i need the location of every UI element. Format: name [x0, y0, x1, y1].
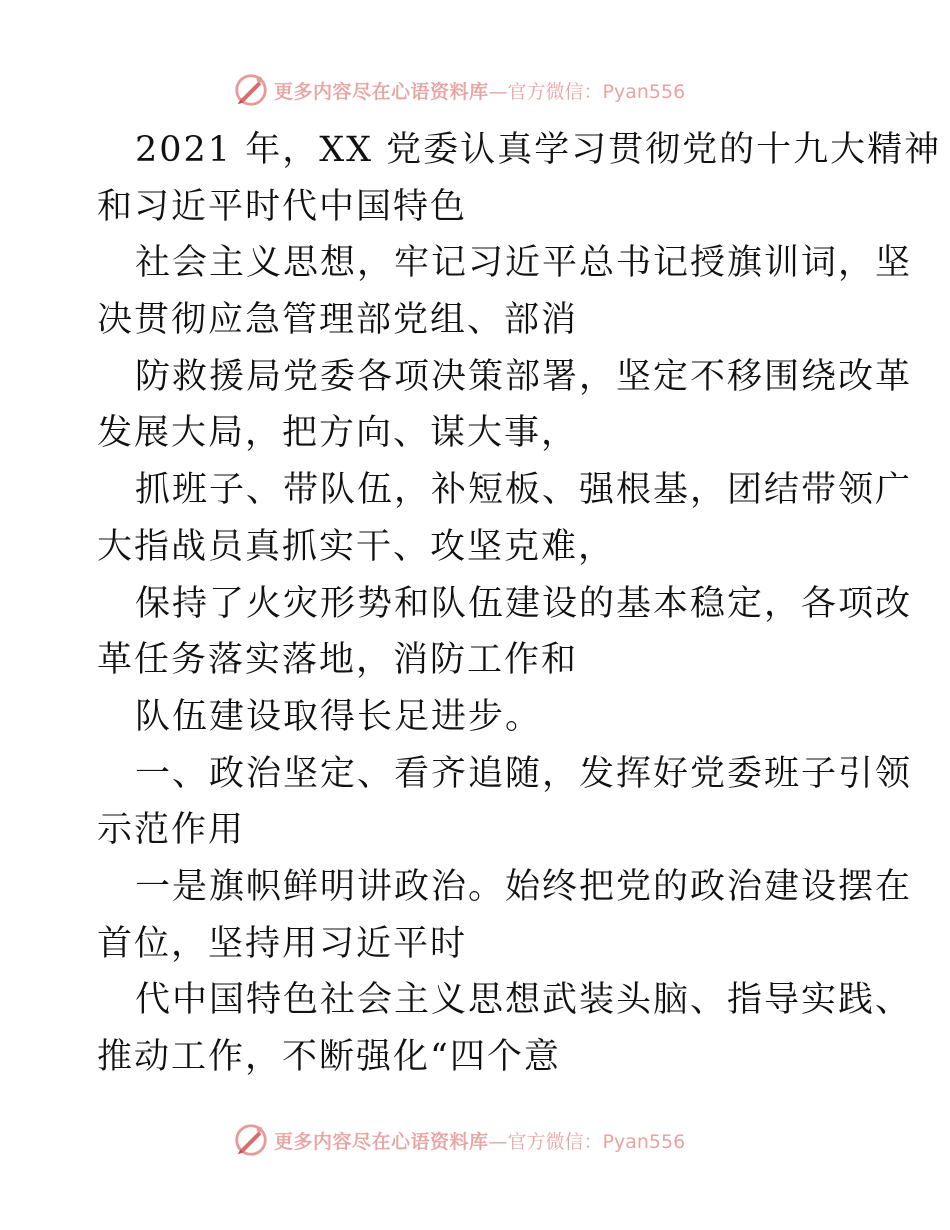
text-line: 社会主义思想，牢记习近平总书记授旗训词，坚 — [135, 243, 913, 284]
watermark-main-text: 更多内容尽在心语资料库 — [274, 1130, 489, 1153]
text-line: 首位，坚持用习近平时 — [97, 923, 468, 964]
section-heading-line: 一、政治坚定、看齐追随，发挥好党委班子引领 — [135, 753, 913, 794]
watermark-header — [232, 70, 685, 110]
text-line: 防救援局党委各项决策部署，坚定不移围绕改革 — [135, 356, 913, 397]
pen-logo-icon — [232, 1121, 270, 1159]
text-line: 队伍建设取得长足进步。 — [135, 696, 543, 737]
section-heading-line: 示范作用 — [97, 810, 246, 851]
pen-logo-icon — [232, 71, 270, 109]
text-line: 发展大局，把方向、谋大事， — [97, 413, 579, 454]
watermark-sub-text: —官方微信：Pyan556 — [488, 80, 686, 103]
text-line: 抓班子、带队伍，补短板、强根基，团结带领广 — [135, 470, 913, 511]
text-line: 保持了火灾形势和队伍建设的基本稳定，各项改 — [135, 583, 913, 624]
text-line: 决贯彻应急管理部党组、部消 — [97, 300, 579, 341]
document-body — [97, 122, 942, 1086]
watermark-main-text: 更多内容尽在心语资料库 — [274, 80, 489, 103]
text-line: 推动工作，不断强化“四个意 — [97, 1037, 561, 1077]
text-line: 代中国特色社会主义思想武装头脑、指导实践、 — [135, 980, 913, 1021]
text-line: 革任务落实落地，消防工作和 — [97, 640, 579, 681]
watermark-sub-text: —官方微信：Pyan556 — [488, 1130, 686, 1153]
text-line: 一是旗帜鲜明讲政治。始终把党的政治建设摆在 — [135, 866, 913, 907]
text-line: 和习近平时代中国特色 — [97, 186, 468, 227]
text-line: 大指战员真抓实干、攻坚克难， — [97, 526, 616, 567]
watermark-footer — [232, 1120, 685, 1160]
text-line: 2021 年，XX 党委认真学习贯彻党的十九大精神 — [135, 130, 942, 170]
